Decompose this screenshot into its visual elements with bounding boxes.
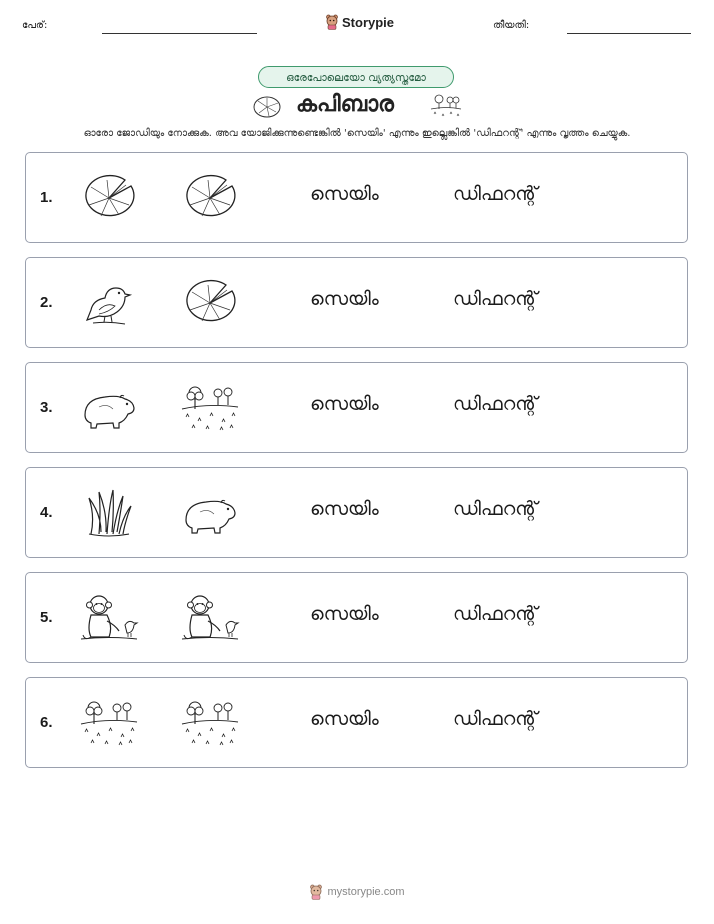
date-line[interactable] — [567, 33, 691, 34]
bird-image — [79, 276, 139, 331]
capybara-image — [79, 381, 139, 436]
question-number: 1. — [40, 189, 53, 206]
different-option[interactable]: ഡിഫറന്റ് — [453, 288, 538, 310]
brand-name: Storypie — [342, 14, 395, 30]
name-line[interactable] — [102, 33, 257, 34]
question-row — [25, 362, 688, 453]
question-number: 3. — [40, 399, 53, 416]
page-title: കപിബാര — [296, 92, 394, 117]
question-row — [25, 467, 688, 558]
grassland-image — [180, 381, 240, 436]
different-option[interactable]: ഡിഫറന്റ് — [453, 393, 538, 415]
different-option[interactable]: ഡിഫറന്റ് — [453, 708, 538, 730]
question-number: 2. — [40, 294, 53, 311]
lily-pad-icon — [252, 95, 282, 119]
grassland-image — [180, 696, 240, 751]
same-option[interactable]: സെയിം — [310, 183, 379, 205]
storypie-mascot-icon — [325, 14, 339, 30]
grassland-icon — [430, 93, 462, 119]
different-option[interactable]: ഡിഫറന്റ് — [453, 183, 538, 205]
footer — [0, 884, 714, 900]
different-option[interactable]: ഡിഫറന്റ് — [453, 603, 538, 625]
same-option[interactable]: സെയിം — [310, 708, 379, 730]
question-row — [25, 572, 688, 663]
same-option[interactable]: സെയിം — [310, 498, 379, 520]
grassland-image — [79, 696, 139, 751]
question-number: 4. — [40, 504, 53, 521]
question-number: 6. — [40, 714, 53, 731]
question-number: 5. — [40, 609, 53, 626]
question-row — [25, 152, 688, 243]
brand-logo — [325, 14, 394, 30]
same-option[interactable]: സെയിം — [310, 603, 379, 625]
worksheet-type-badge: ഒരേപോലെയോ വ്യത്യസ്തമോ — [258, 66, 454, 88]
grass-image — [79, 486, 139, 541]
same-option[interactable]: സെയിം — [310, 393, 379, 415]
worksheet-header — [0, 12, 714, 42]
storypie-mascot-icon — [309, 884, 323, 900]
capybara-image — [180, 486, 240, 541]
title-row — [0, 92, 714, 122]
question-row — [25, 677, 688, 768]
different-option[interactable]: ഡിഫറന്റ് — [453, 498, 538, 520]
lily-pad-image — [79, 171, 139, 226]
monkey-with-bird-image — [79, 591, 139, 646]
footer-url: mystorypie.com — [327, 886, 405, 898]
date-label: തീയതി: — [493, 20, 530, 31]
lily-pad-image — [180, 171, 240, 226]
same-option[interactable]: സെയിം — [310, 288, 379, 310]
question-row — [25, 257, 688, 348]
name-label: പേര്: — [22, 20, 48, 31]
instructions: ഓരോ ജോഡിയും നോക്കുക. അവ യോജിക്കുന്നുണ്ടെങ്കിൽ 'സെയിം' എന്നും ഇല്ലെങ്കിൽ 'ഡിഫറന്റ്' എന്നും വൃത്തം ചെയ്യുക. — [83, 128, 631, 139]
monkey-with-bird-image — [180, 591, 240, 646]
lily-pad-image — [180, 276, 240, 331]
